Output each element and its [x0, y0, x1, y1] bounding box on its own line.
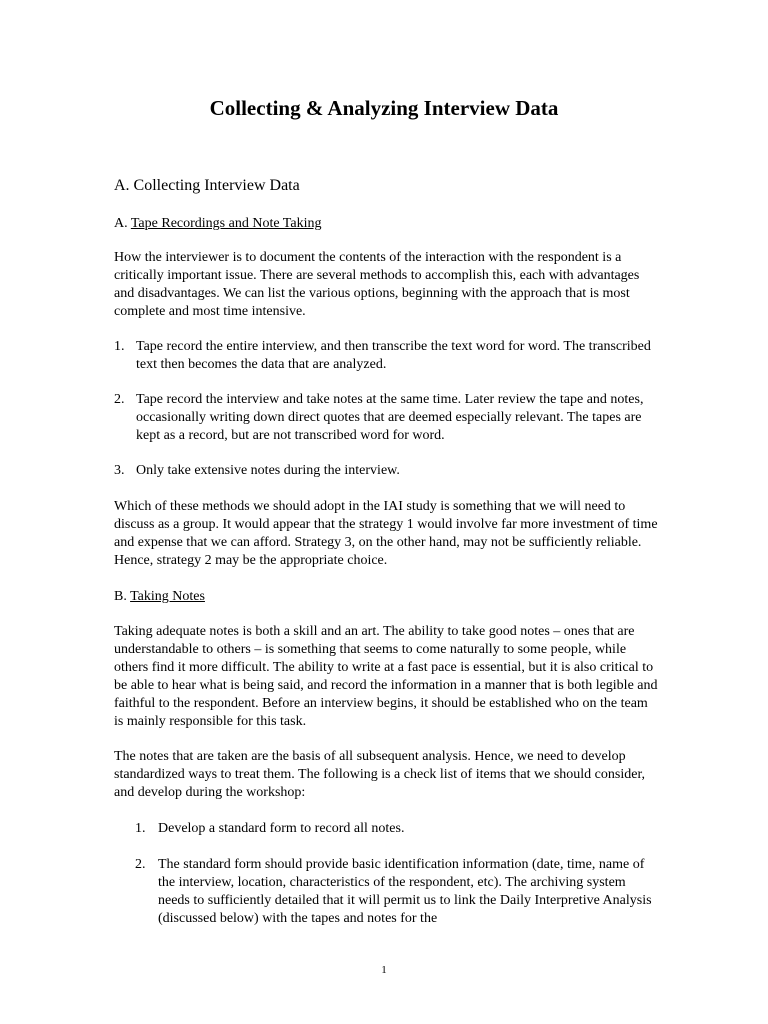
checklist-item-1: [135, 820, 655, 838]
method-item-2: [114, 391, 659, 445]
subsection-a-prefix: A.: [114, 216, 131, 231]
notes-paragraph-1: Taking adequate notes is both a skill and an art. The ability to take good notes – ones that are understandable to others – is something that seems to come naturally to some people, while others find it more difficult. The ability to write at a fast pace is essential, but it is also critical to be able to hear what is being said, and record the information in a manner that is both legible and faithful to the respondent. Before an interview begins, it should be established who on the team is mainly responsible for this task.: [114, 624, 658, 729]
method-number: 1.: [114, 339, 125, 354]
notes-paragraph-2: The notes that are taken are the basis of all subsequent analysis. Hence, we need to develop standardized ways to treat them. The following is a check list of items that we should consider, and develop during the workshop:: [114, 749, 646, 800]
document-title: Collecting & Analyzing Interview Data: [209, 96, 559, 120]
method-number: 2.: [114, 392, 125, 407]
intro-paragraph: How the interviewer is to document the contents of the interaction with the respondent is a critically important issue. There are several methods to accomplish this, each with advantages and disadvantages. We can list the various options, beginning with the approach that is most complete and most time intensive.: [114, 250, 640, 319]
checklist-text: The standard form should provide basic identification information (date, time, name of the interview, location, characteristics of the respondent, etc). The archiving system needs to sufficiently detailed that it will permit us to link the Daily Interpretive Analysis (discussed below) with the tapes and notes for the: [158, 857, 652, 926]
method-text: Only take extensive notes during the interview.: [136, 463, 400, 478]
checklist-number: 1.: [135, 821, 146, 836]
page-number: 1: [381, 964, 387, 976]
section-a-heading: A. Collecting Interview Data: [114, 177, 300, 194]
method-text: Tape record the interview and take notes at the same time. Later review the tape and notes, occasionally writing down direct quotes that are deemed especially relevant. The tapes are kept as a record, but are not transcribed word for word.: [136, 392, 644, 443]
checklist-number: 2.: [135, 857, 146, 872]
method-item-1: [114, 338, 659, 374]
method-text: Tape record the entire interview, and then transcribe the text word for word. The transcribed text then becomes the data that are analyzed.: [136, 339, 651, 372]
checklist-item-2: [135, 856, 655, 928]
method-item-3: [114, 462, 659, 480]
method-number: 3.: [114, 463, 125, 478]
subsection-b-label: Taking Notes: [130, 589, 205, 604]
subsection-b-heading: [114, 588, 205, 606]
subsection-a-label: Tape Recordings and Note Taking: [130, 216, 322, 231]
discussion-paragraph: Which of these methods we should adopt in the IAI study is something that we will need to discuss as a group. It would appear that the strategy 1 would involve far more investment of time and expense that we can afford. Strategy 3, on the other hand, may not be sufficiently reliable. Hence, strategy 2 may be the appropriate choice.: [114, 499, 658, 568]
checklist-text: Develop a standard form to record all notes.: [158, 821, 405, 836]
subsection-b-prefix: B.: [114, 589, 131, 604]
subsection-a-heading: [114, 215, 321, 233]
